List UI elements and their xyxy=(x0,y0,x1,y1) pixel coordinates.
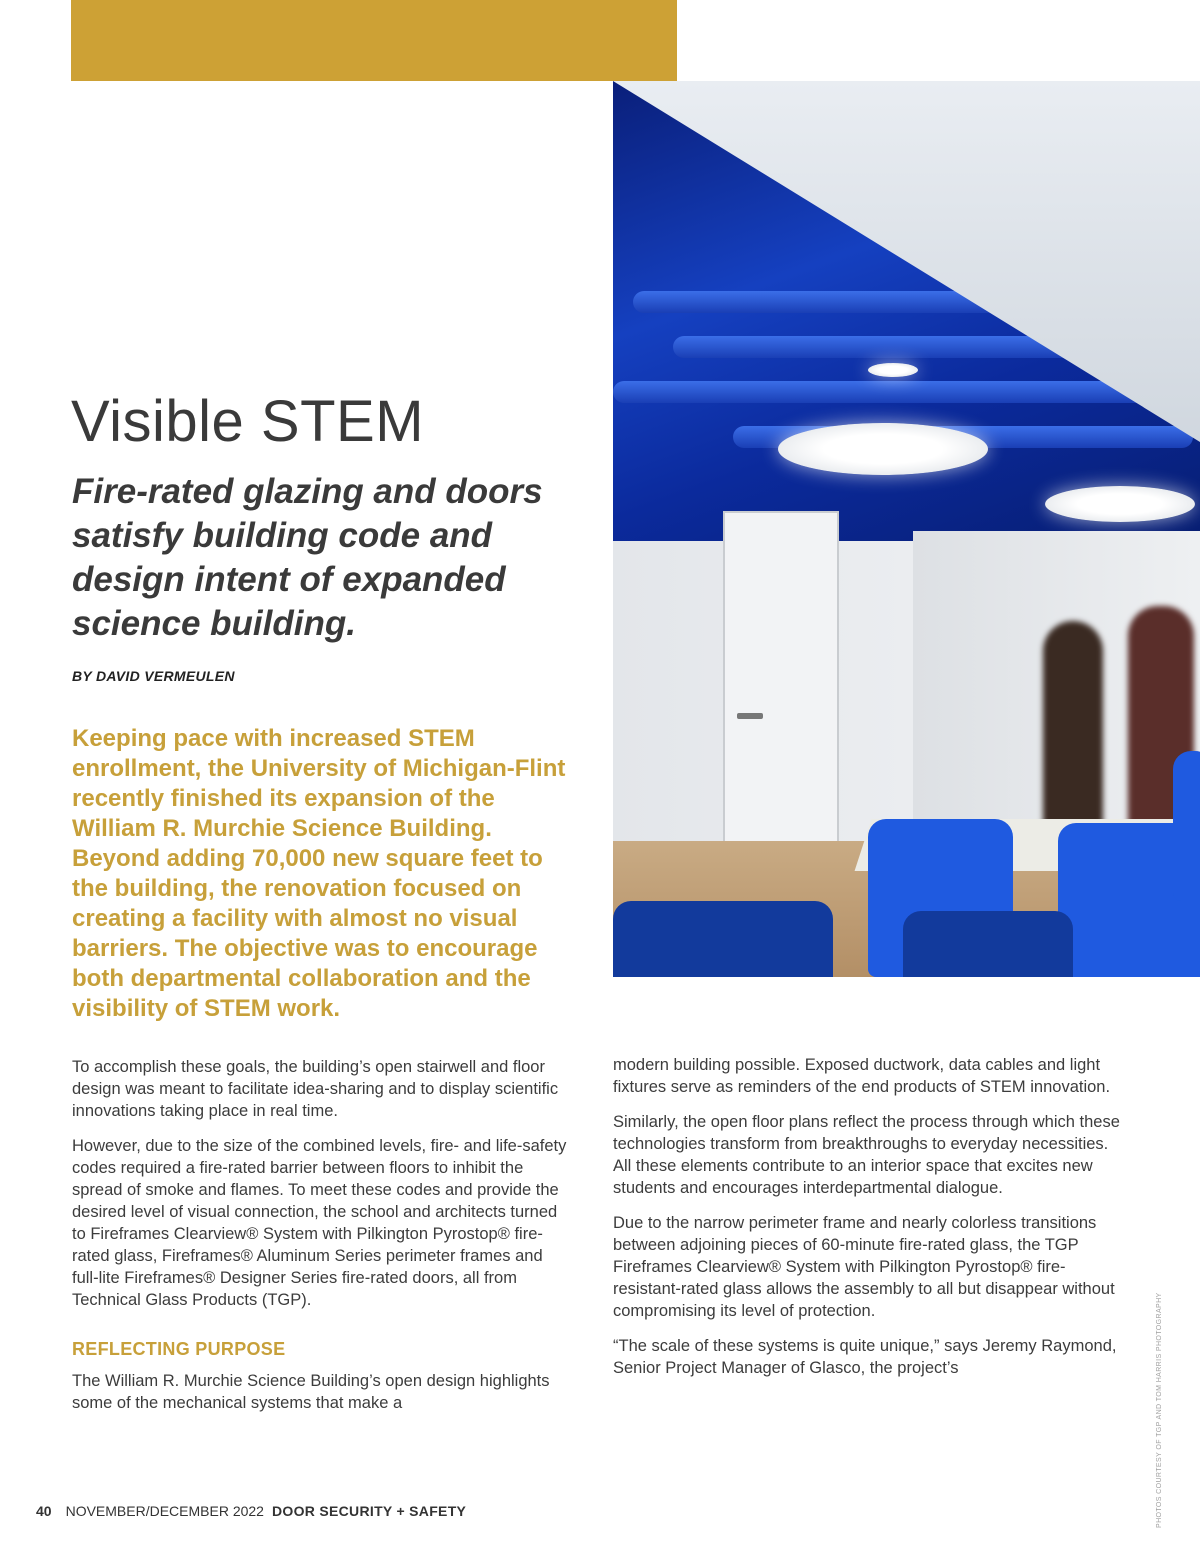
photo-duct xyxy=(633,291,1013,313)
section-heading: REFLECTING PURPOSE xyxy=(72,1339,286,1359)
body-column-left xyxy=(72,1056,572,1427)
article-title: Visible STEM xyxy=(71,389,425,454)
photo-person xyxy=(1043,621,1103,831)
article-byline: BY DAVID VERMEULEN xyxy=(72,668,235,684)
photo-door xyxy=(723,511,839,845)
body-paragraph: modern building possible. Exposed ductwork, data cables and light fixtures serve as reminders of the end products of STEM innovation. xyxy=(613,1056,1111,1096)
article-lead: Keeping pace with increased STEM enrollment, the University of Michigan-Flint recently finished its expansion of the William R. Murchie Science Building. Beyond adding 70,000 new square feet to the building, the renovation focused on creating a facility with almost no visual barriers. The objective was to encourage both departmental collaboration and the visibility of STEM work. xyxy=(72,725,566,1022)
body-paragraph: Similarly, the open floor plans reflect the process through which these technologies transform from breakthroughs to everyday necessities. All these elements contribute to an interior space that excites new students and encourages interdepartmental dialogue. xyxy=(613,1113,1120,1197)
body-paragraph: The William R. Murchie Science Building’s open design highlights some of the mechanical systems that make a xyxy=(72,1372,550,1412)
article-photo xyxy=(613,81,1200,977)
body-paragraph: Due to the narrow perimeter frame and nearly colorless transitions between adjoining pieces of 60-minute fire-rated glass, the TGP Fireframes Clearview® System with Pilkington Pyrostop® fire-resistant-rated glass allows the assembly to all but disappear without compromising its level of protection. xyxy=(613,1214,1115,1320)
body-column-right xyxy=(613,1054,1123,1392)
photo-chair xyxy=(903,911,1073,977)
body-paragraph: However, due to the size of the combined levels, fire- and life-safety codes required a fire-rated barrier between floors to inhibit the spread of smoke and flames. To meet these codes and provide the desired level of visual connection, the school and architects turned to Fireframes Clearview® System with Pilkington Pyrostop® fire-rated glass, Fireframes® Aluminum Series perimeter frames and full-lite Fireframes® Designer Series fire-rated doors, all from Technical Glass Products (TGP). xyxy=(72,1137,567,1309)
photo-pendant-light xyxy=(1045,486,1195,522)
photo-duct xyxy=(613,381,1173,403)
issue-date: NOVEMBER/DECEMBER 2022 xyxy=(65,1503,264,1519)
body-paragraph: To accomplish these goals, the building’s open stairwell and floor design was meant to facilitate idea-sharing and to display scientific innovations taking place in real time. xyxy=(72,1058,559,1120)
publication-name: DOOR SECURITY + SAFETY xyxy=(271,1503,467,1519)
photo-door-handle xyxy=(737,713,763,719)
photo-chair xyxy=(1173,751,1200,901)
page-number: 40 xyxy=(36,1503,52,1519)
photo-pendant-light xyxy=(778,423,988,475)
photo-pendant-light xyxy=(868,363,918,377)
photo-chair xyxy=(613,901,833,977)
header-accent-bar xyxy=(71,0,677,81)
body-paragraph: “The scale of these systems is quite unique,” says Jeremy Raymond, Senior Project Manager of Glasco, the project’s xyxy=(613,1337,1117,1377)
article-subtitle: Fire-rated glazing and doors satisfy building code and design intent of expanded science building. xyxy=(72,472,543,643)
photo-credit: PHOTOS COURTESY OF TGP AND TOM HARRIS PHOTOGRAPHY xyxy=(1156,1292,1163,1528)
page-footer xyxy=(36,1503,466,1519)
